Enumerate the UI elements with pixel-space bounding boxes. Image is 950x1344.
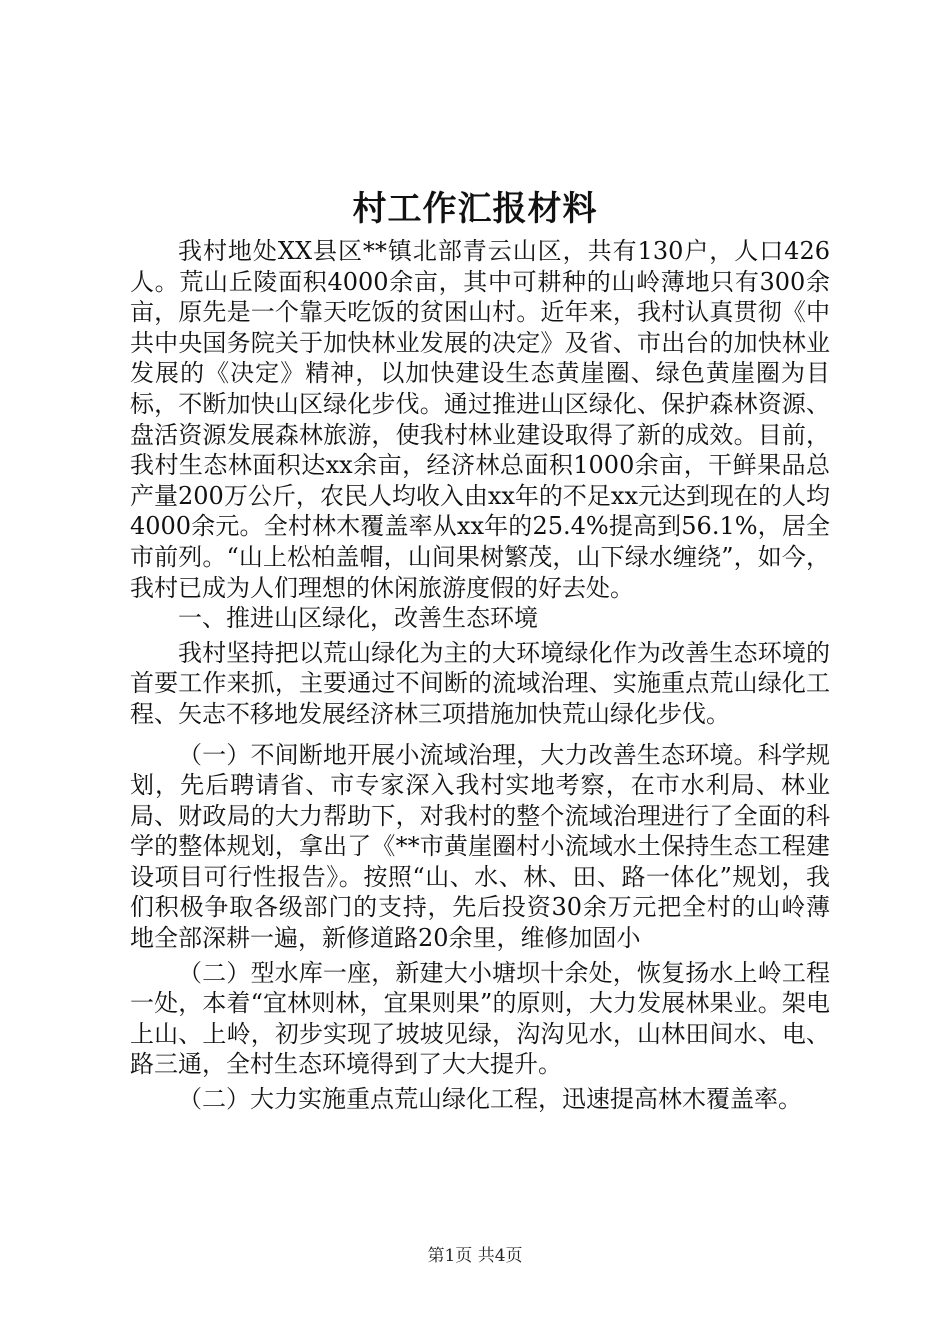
section-heading: 一、推进山区绿化，改善生态环境 — [178, 604, 538, 633]
subsection-paragraph-1: （一）不间断地开展小流域治理，大力改善生态环境。科学规划，先后聘请省、市专家深入我村实地考察，在市水利局、林业局、财政局的大力帮助下，对我村的整个流域治理进行了全面的科学的整体规划，拿出了《**市黄崖圈村小流域水土保持生态工程建设项目可行性报告》。按照“山、水、林、田、路一体化”规划，我们积极争取各级部门的支持，先后投资30余万元把全村的山岭薄地全部深耕一遍，新修道路20余里，维修加固小 — [130, 740, 830, 953]
document-title: 村工作汇报材料 — [352, 189, 598, 229]
document-body — [130, 236, 830, 1115]
subsection-paragraph-2: （二）型水库一座，新建大小塘坝十余处，恢复扬水上岭工程一处，本着“宜林则林，宜果则果”的原则，大力发展林果业。架电上山、上岭，初步实现了坡坡见绿，沟沟见水，山林田间水、电、路三通，全村生态环境得到了大大提升。 — [130, 958, 830, 1079]
page-number-footer: 第1页 共4页 — [427, 1246, 523, 1266]
section-paragraph: 我村坚持把以荒山绿化为主的大环境绿化作为改善生态环境的首要工作来抓，主要通过不间断的流域治理、实施重点荒山绿化工程、矢志不移地发展经济林三项措施加快荒山绿化步伐。 — [130, 638, 830, 728]
subsection-paragraph-3: （二）大力实施重点荒山绿化工程，迅速提高林木覆盖率。 — [178, 1085, 802, 1114]
intro-paragraph: 我村地处XX县区**镇北部青云山区，共有130户，人口426人。荒山丘陵面积4000余亩，其中可耕种的山岭薄地只有300余亩，原先是一个靠天吃饭的贫困山村。近年来，我村认真贯彻《中共中央国务院关于加快林业发展的决定》及省、市出台的加快林业发展的《决定》精神，以加快建设生态黄崖圈、绿色黄崖圈为目标，不断加快山区绿化步伐。通过推进山区绿化、保护森林资源、盘活资源发展森林旅游，使我村林业建设取得了新的成效。目前，我村生态林面积达xx余亩，经济林总面积1000余亩，干鲜果品总产量200万公斤，农民人均收入由xx年的不足xx元达到现在的人均4000余元。全村林木覆盖率从xx年的25.4%提高到56.1%，居全市前列。“山上松柏盖帽，山间果树繁茂，山下绿水缠绕”，如今，我村已成为人们理想的休闲旅游度假的好去处。 — [130, 237, 830, 602]
